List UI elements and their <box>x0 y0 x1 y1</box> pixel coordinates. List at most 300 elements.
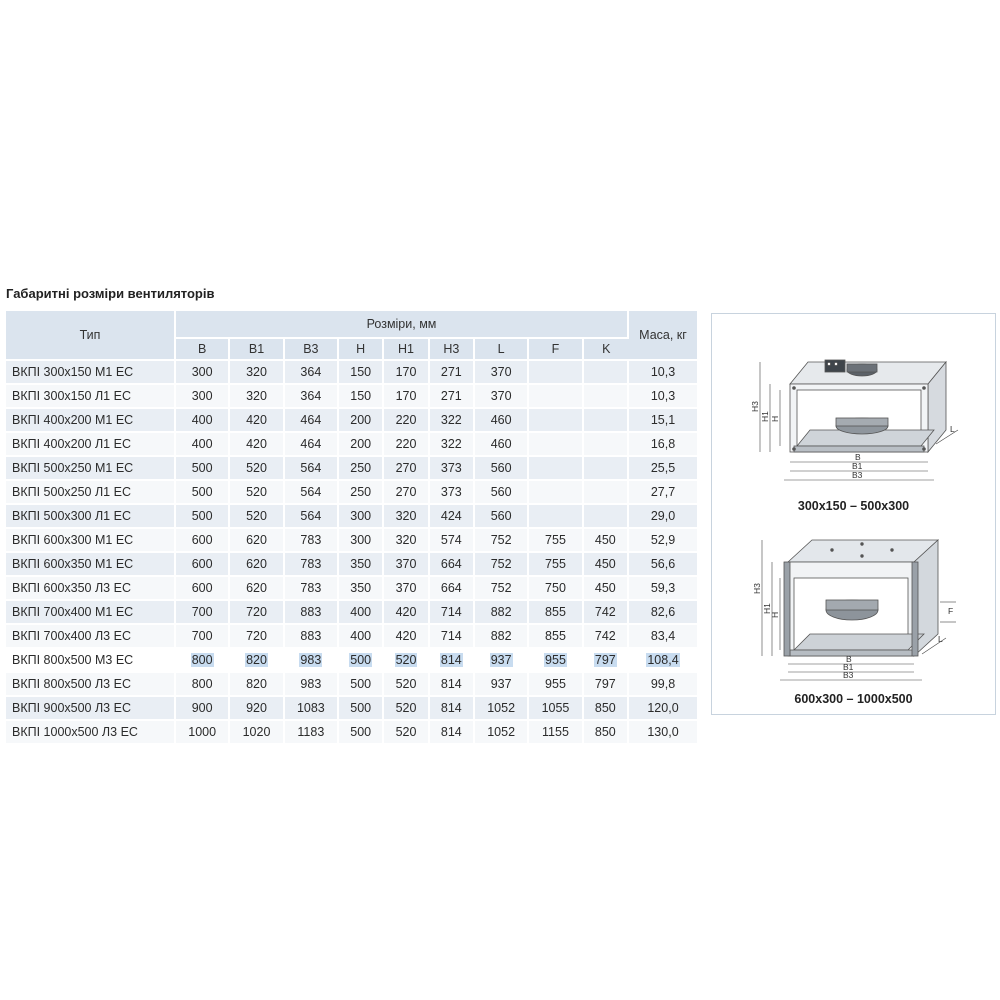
mass-cell <box>629 553 697 577</box>
value-cell <box>230 601 284 625</box>
mass-cell <box>629 361 697 385</box>
value-text: 150 <box>350 389 372 403</box>
value-text: 720 <box>246 629 267 643</box>
value-text: 520 <box>395 725 417 739</box>
value-cell <box>475 457 529 481</box>
value-text: 664 <box>440 581 462 595</box>
value-text: 270 <box>395 485 417 499</box>
value-cell <box>285 457 339 481</box>
type-cell: ВКПІ 900х500 Л3 ЕС <box>6 697 176 721</box>
value-cell <box>584 481 629 505</box>
column-header-h1: H1 <box>384 339 429 361</box>
value-text: 850 <box>594 701 616 715</box>
value-text: 370 <box>395 581 417 595</box>
value-text: 700 <box>191 629 213 643</box>
value-cell <box>339 721 384 745</box>
value-cell <box>529 409 583 433</box>
value-text: 755 <box>545 557 566 571</box>
value-cell <box>285 577 339 601</box>
value-text: 783 <box>300 581 322 595</box>
value-text: 814 <box>440 701 462 715</box>
label-b: B <box>855 452 861 462</box>
value-cell <box>285 553 339 577</box>
value-cell <box>285 433 339 457</box>
value-cell <box>475 625 529 649</box>
type-cell: ВКПІ 700х400 М1 ЕС <box>6 601 176 625</box>
mass-text: 120,0 <box>647 701 679 715</box>
mass-cell <box>629 697 697 721</box>
value-cell <box>230 697 284 721</box>
value-text: 464 <box>300 413 322 427</box>
value-cell <box>584 433 629 457</box>
value-cell <box>339 649 384 673</box>
value-cell <box>339 553 384 577</box>
value-cell <box>430 673 475 697</box>
value-text: 564 <box>300 461 322 475</box>
column-header-b1: B1 <box>230 339 284 361</box>
table-row <box>6 577 697 601</box>
value-cell <box>529 385 583 409</box>
value-cell <box>384 673 429 697</box>
value-text: 271 <box>440 365 462 379</box>
drawings-panel <box>711 313 996 715</box>
value-text: 450 <box>594 533 616 547</box>
value-text: 520 <box>395 677 417 691</box>
value-cell <box>285 673 339 697</box>
value-cell <box>430 481 475 505</box>
value-text: 500 <box>350 653 372 667</box>
value-cell <box>384 649 429 673</box>
value-cell <box>475 385 529 409</box>
value-text: 620 <box>246 533 267 547</box>
value-cell <box>584 385 629 409</box>
value-text: 855 <box>545 605 566 619</box>
value-cell <box>584 625 629 649</box>
value-text: 920 <box>246 701 267 715</box>
value-text: 464 <box>300 437 322 451</box>
value-text: 170 <box>395 389 417 403</box>
value-text: 300 <box>191 389 213 403</box>
type-cell: ВКПІ 800х500 Л3 ЕС <box>6 673 176 697</box>
value-text: 1052 <box>487 725 516 739</box>
mass-text: 83,4 <box>650 629 676 643</box>
value-text: 1020 <box>242 725 271 739</box>
value-cell <box>584 577 629 601</box>
value-text: 564 <box>300 485 322 499</box>
value-text: 720 <box>246 605 267 619</box>
label-b1: B1 <box>852 461 863 471</box>
value-text: 850 <box>594 725 616 739</box>
table-row <box>6 361 697 385</box>
value-cell <box>584 601 629 625</box>
value-cell <box>230 457 284 481</box>
value-text: 797 <box>594 653 616 667</box>
value-cell <box>176 433 230 457</box>
label-b3: B3 <box>852 470 863 480</box>
value-cell <box>475 553 529 577</box>
value-text: 500 <box>350 677 372 691</box>
value-text: 420 <box>395 629 417 643</box>
value-text: 520 <box>246 461 267 475</box>
value-cell <box>176 577 230 601</box>
value-cell <box>475 481 529 505</box>
value-text: 322 <box>440 437 462 451</box>
type-cell: ВКПІ 600х300 М1 ЕС <box>6 529 176 553</box>
value-text: 271 <box>440 389 462 403</box>
value-text: 700 <box>191 605 213 619</box>
label-l-large: L <box>938 634 943 644</box>
value-text: 560 <box>490 485 512 499</box>
value-text: 400 <box>191 437 213 451</box>
value-text: 752 <box>490 581 512 595</box>
mass-cell <box>629 433 697 457</box>
value-text: 220 <box>395 437 417 451</box>
table-row <box>6 385 697 409</box>
value-text: 620 <box>246 557 267 571</box>
value-text: 983 <box>300 677 322 691</box>
value-text: 370 <box>395 557 417 571</box>
value-cell <box>339 697 384 721</box>
value-text: 955 <box>545 677 566 691</box>
value-cell <box>529 577 583 601</box>
value-text: 755 <box>545 533 566 547</box>
value-text: 320 <box>395 533 417 547</box>
value-cell <box>475 577 529 601</box>
value-cell <box>384 721 429 745</box>
value-text: 373 <box>440 461 462 475</box>
value-text: 600 <box>191 557 213 571</box>
value-cell <box>584 457 629 481</box>
mass-text: 130,0 <box>647 725 679 739</box>
value-text: 424 <box>440 509 462 523</box>
value-cell <box>176 385 230 409</box>
value-text: 270 <box>395 461 417 475</box>
value-cell <box>529 721 583 745</box>
value-cell <box>475 721 529 745</box>
value-cell <box>384 481 429 505</box>
value-text: 1183 <box>297 725 325 739</box>
value-cell <box>230 721 284 745</box>
value-text: 500 <box>350 725 372 739</box>
column-header-b: B <box>176 339 230 361</box>
value-text: 300 <box>350 533 372 547</box>
value-cell <box>384 601 429 625</box>
value-cell <box>176 457 230 481</box>
label-h3: H3 <box>750 401 760 412</box>
value-cell <box>384 409 429 433</box>
value-cell <box>529 625 583 649</box>
value-cell <box>529 505 583 529</box>
table-row <box>6 649 697 673</box>
label-b-large: B <box>846 654 852 664</box>
value-text: 742 <box>594 629 616 643</box>
value-cell <box>285 721 339 745</box>
value-cell <box>339 601 384 625</box>
value-text: 882 <box>490 629 512 643</box>
value-cell <box>430 577 475 601</box>
value-text: 500 <box>191 461 213 475</box>
value-cell <box>529 697 583 721</box>
table-row <box>6 529 697 553</box>
mass-cell <box>629 457 697 481</box>
table-row <box>6 553 697 577</box>
value-cell <box>584 361 629 385</box>
value-cell <box>176 697 230 721</box>
table-row <box>6 409 697 433</box>
value-text: 1052 <box>487 701 516 715</box>
value-text: 883 <box>300 605 322 619</box>
mass-text: 52,9 <box>650 533 676 547</box>
value-text: 400 <box>350 605 372 619</box>
value-text: 460 <box>490 413 512 427</box>
value-cell <box>339 361 384 385</box>
value-cell <box>339 673 384 697</box>
mass-text: 82,6 <box>650 605 676 619</box>
value-cell <box>475 505 529 529</box>
value-text: 714 <box>440 629 462 643</box>
mass-text: 16,8 <box>650 437 676 451</box>
value-text: 320 <box>395 509 417 523</box>
mass-cell <box>629 625 697 649</box>
value-cell <box>384 385 429 409</box>
value-cell <box>230 529 284 553</box>
value-text: 220 <box>395 413 417 427</box>
value-cell <box>230 577 284 601</box>
value-text: 520 <box>246 509 267 523</box>
value-cell <box>384 433 429 457</box>
value-cell <box>430 721 475 745</box>
value-cell <box>475 529 529 553</box>
value-text: 364 <box>300 365 322 379</box>
value-cell <box>176 649 230 673</box>
value-text: 937 <box>490 677 512 691</box>
value-text: 300 <box>191 365 213 379</box>
type-cell: ВКПІ 700х400 Л3 ЕС <box>6 625 176 649</box>
value-cell <box>430 409 475 433</box>
value-cell <box>339 577 384 601</box>
table-row <box>6 721 697 745</box>
value-text: 883 <box>300 629 322 643</box>
value-cell <box>339 625 384 649</box>
label-h1-large: H1 <box>762 603 772 614</box>
value-text: 574 <box>440 533 462 547</box>
value-text: 983 <box>300 653 322 667</box>
value-cell <box>384 625 429 649</box>
value-text: 500 <box>350 701 372 715</box>
value-text: 364 <box>300 389 322 403</box>
value-text: 373 <box>440 485 462 499</box>
value-text: 450 <box>594 557 616 571</box>
mass-text: 10,3 <box>650 365 676 379</box>
value-cell <box>285 409 339 433</box>
column-header-h3: H3 <box>430 339 475 361</box>
value-cell <box>285 697 339 721</box>
value-cell <box>230 505 284 529</box>
value-cell <box>285 649 339 673</box>
value-cell <box>230 649 284 673</box>
mass-cell <box>629 601 697 625</box>
value-text: 783 <box>300 533 322 547</box>
mass-text: 25,5 <box>650 461 676 475</box>
mass-cell <box>629 577 697 601</box>
value-cell <box>430 649 475 673</box>
value-cell <box>285 481 339 505</box>
table-row <box>6 505 697 529</box>
mass-cell <box>629 673 697 697</box>
type-cell: ВКПІ 1000х500 Л3 ЕС <box>6 721 176 745</box>
value-cell <box>430 361 475 385</box>
value-cell <box>176 721 230 745</box>
label-b3-large: B3 <box>843 670 854 680</box>
value-text: 1155 <box>542 725 569 739</box>
value-text: 400 <box>350 629 372 643</box>
value-cell <box>384 505 429 529</box>
value-cell <box>430 457 475 481</box>
value-text: 564 <box>300 509 322 523</box>
value-cell <box>475 649 529 673</box>
mass-text: 15,1 <box>650 413 676 427</box>
value-cell <box>384 553 429 577</box>
value-cell <box>285 529 339 553</box>
value-cell <box>529 433 583 457</box>
type-cell: ВКПІ 500х300 Л1 ЕС <box>6 505 176 529</box>
value-cell <box>230 361 284 385</box>
label-h3-large: H3 <box>752 583 762 594</box>
value-text: 900 <box>191 701 213 715</box>
mass-text: 108,4 <box>647 653 679 667</box>
type-cell: ВКПІ 400х200 Л1 ЕС <box>6 433 176 457</box>
value-cell <box>384 577 429 601</box>
value-cell <box>430 433 475 457</box>
label-f-large: F <box>948 606 954 616</box>
mass-column-header: Маса, кг <box>629 311 697 361</box>
value-cell <box>285 361 339 385</box>
value-cell <box>529 673 583 697</box>
value-cell <box>529 601 583 625</box>
value-cell <box>584 505 629 529</box>
mass-cell <box>629 505 697 529</box>
table-row <box>6 481 697 505</box>
small-drawing-caption: 300x150 – 500x300 <box>797 499 910 513</box>
value-text: 600 <box>191 581 213 595</box>
value-cell <box>584 649 629 673</box>
table-row <box>6 601 697 625</box>
value-text: 560 <box>490 461 512 475</box>
value-text: 200 <box>350 413 372 427</box>
type-cell: ВКПІ 500х250 М1 ЕС <box>6 457 176 481</box>
value-text: 450 <box>594 581 616 595</box>
value-text: 855 <box>545 629 566 643</box>
type-cell: ВКПІ 500х250 Л1 ЕС <box>6 481 176 505</box>
page-title: Габаритні розміри вентиляторів <box>6 286 215 301</box>
value-text: 800 <box>191 677 213 691</box>
mass-cell <box>629 721 697 745</box>
value-cell <box>529 481 583 505</box>
mass-cell <box>629 481 697 505</box>
value-cell <box>230 409 284 433</box>
value-text: 150 <box>350 365 372 379</box>
value-text: 350 <box>350 581 372 595</box>
value-cell <box>285 601 339 625</box>
value-text: 814 <box>440 653 462 667</box>
value-text: 797 <box>594 677 616 691</box>
value-text: 752 <box>490 533 512 547</box>
value-cell <box>430 385 475 409</box>
value-cell <box>584 409 629 433</box>
label-l: L <box>950 424 955 434</box>
column-header-b3: B3 <box>285 339 339 361</box>
value-cell <box>339 481 384 505</box>
mass-cell <box>629 385 697 409</box>
value-text: 1055 <box>541 701 570 715</box>
dimensions-group-header: Розміри, мм <box>176 311 629 339</box>
value-text: 420 <box>246 413 267 427</box>
value-cell <box>584 553 629 577</box>
value-cell <box>584 673 629 697</box>
value-text: 460 <box>490 437 512 451</box>
value-text: 937 <box>490 653 512 667</box>
value-cell <box>475 673 529 697</box>
value-text: 742 <box>594 605 616 619</box>
value-cell <box>230 481 284 505</box>
value-text: 814 <box>440 677 462 691</box>
value-text: 320 <box>246 365 267 379</box>
value-cell <box>230 433 284 457</box>
value-cell <box>384 457 429 481</box>
value-text: 350 <box>350 557 372 571</box>
type-column-header: Тип <box>6 311 176 361</box>
mass-text: 29,0 <box>650 509 676 523</box>
column-header-f: F <box>529 339 583 361</box>
type-cell: ВКПІ 300х150 Л1 ЕС <box>6 385 176 409</box>
value-cell <box>430 625 475 649</box>
value-text: 620 <box>246 581 267 595</box>
value-cell <box>529 529 583 553</box>
type-cell: ВКПІ 600х350 Л3 ЕС <box>6 577 176 601</box>
value-text: 250 <box>350 485 372 499</box>
value-cell <box>176 601 230 625</box>
mass-cell <box>629 529 697 553</box>
type-cell: ВКПІ 400х200 М1 ЕС <box>6 409 176 433</box>
value-cell <box>339 529 384 553</box>
value-cell <box>475 697 529 721</box>
value-cell <box>430 601 475 625</box>
value-text: 820 <box>246 653 267 667</box>
value-cell <box>176 553 230 577</box>
value-cell <box>384 361 429 385</box>
value-cell <box>384 697 429 721</box>
value-cell <box>584 697 629 721</box>
mass-text: 56,6 <box>650 557 676 571</box>
value-cell <box>529 361 583 385</box>
value-text: 1083 <box>296 701 325 715</box>
value-text: 322 <box>440 413 462 427</box>
value-cell <box>339 505 384 529</box>
value-cell <box>285 505 339 529</box>
value-text: 664 <box>440 557 462 571</box>
value-cell <box>584 529 629 553</box>
mass-text: 99,8 <box>650 677 676 691</box>
large-drawing-caption: 600x300 – 1000x500 <box>794 692 913 706</box>
mass-text: 27,7 <box>650 485 676 499</box>
label-h: H <box>770 415 780 422</box>
label-h-large: H <box>770 611 780 618</box>
value-text: 1000 <box>188 725 217 739</box>
mass-text: 10,3 <box>650 389 676 403</box>
value-cell <box>475 361 529 385</box>
label-h1: H1 <box>760 411 770 422</box>
value-text: 520 <box>395 653 417 667</box>
